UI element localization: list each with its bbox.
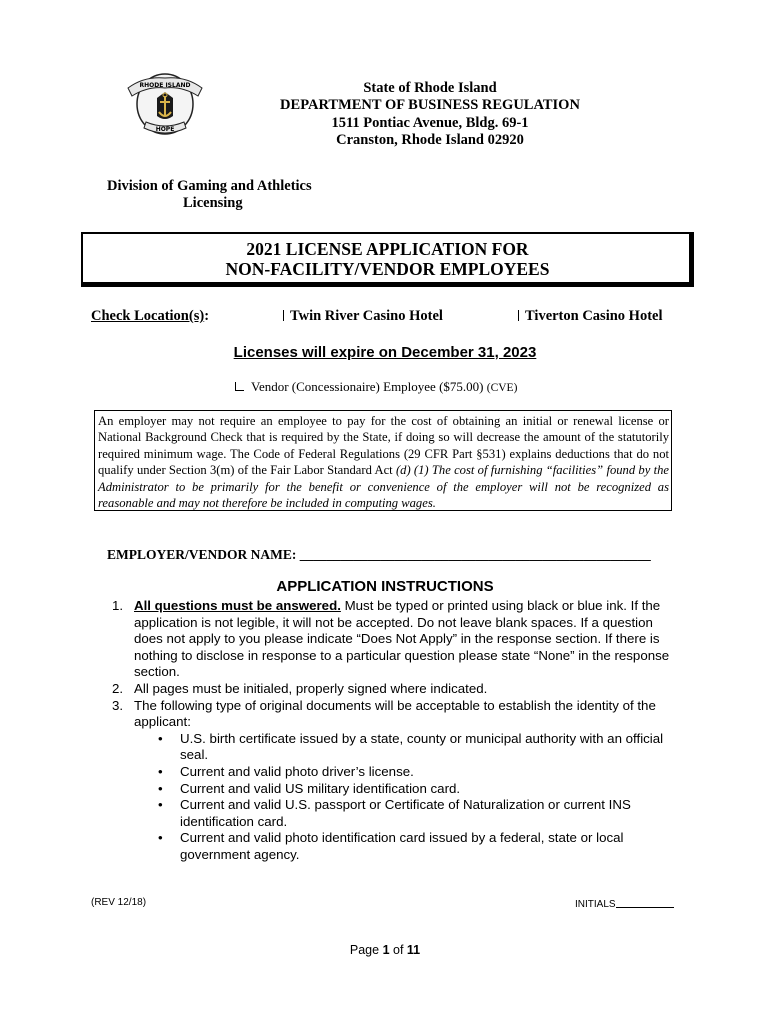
id-document-bullet: • Current and valid US military identification card. — [158, 780, 461, 796]
instruction-item: 3. The following type of original documents will be acceptable to establish the identity of the applicant: — [112, 697, 656, 730]
id-document-bullet: • Current and valid U.S. passport or Certificate of Naturalization or current INS identification card. — [158, 797, 631, 829]
header-department: DEPARTMENT OF BUSINESS REGULATION — [280, 97, 580, 113]
initials-label: INITIALS — [575, 899, 616, 910]
tiverton-label: Tiverton Casino Hotel — [525, 308, 663, 324]
bullet-icon: • — [158, 780, 163, 796]
employer-name-field[interactable] — [107, 547, 651, 563]
title-box — [81, 232, 694, 287]
twin-river-label: Twin River Casino Hotel — [290, 308, 443, 324]
notice-text: An employer may not require an employee to pay for the cost of obtaining an initial or renewal license or National Background Check that is required by the State, if doing so will decrease the amount of the statutorily required minimum wage. The Code of Federal Regulations (29 CFR Part §531) explains deductions that do not qualify under Section 3(m) of the Fair Labor Standard Act — [98, 414, 669, 478]
instruction-item: 1. All questions must be answered. Must be typed or printed using black or blue ink. If the application is not legible, it will not be accepted. Do not leave blank spaces. If a question does not apply to you please indicate “Does Not Apply” in the response section. If there is nothing to disclose in response to a particular question please state “None” in the response section. — [112, 598, 670, 680]
location-option-twin-river[interactable] — [283, 308, 443, 325]
employer-label: EMPLOYER/VENDOR NAME: — [107, 547, 300, 562]
wage-notice-box — [94, 410, 672, 511]
checkbox-tiverton[interactable] — [518, 310, 519, 321]
vendor-option[interactable] — [235, 379, 517, 395]
instruction-item: 2. All pages must be initialed, properly signed where indicated. — [112, 680, 488, 696]
initials-line[interactable] — [616, 897, 674, 908]
revision-label: (REV 12/18) — [91, 897, 147, 908]
header-state: State of Rhode Island — [363, 80, 497, 96]
instructions-title: APPLICATION INSTRUCTIONS — [276, 578, 494, 595]
expiry-notice: Licenses will expire on December 31, 2023 — [233, 344, 537, 361]
notice-italic-text: (d) (1) The cost of furnishing “facilities” found by the Administrator to be primarily for the benefit or convenience of the employer will not be recognized as reasonable and may not therefore be included in computing wages. — [98, 463, 669, 511]
checkbox-twin-river[interactable] — [283, 310, 284, 321]
employer-blank-line[interactable]: ____________________________________________________ — [299, 547, 651, 562]
id-document-bullet: • Current and valid photo driver’s license. — [158, 763, 414, 779]
id-document-bullet: • Current and valid photo identification card issued by a federal, state or local government agency. — [158, 830, 624, 862]
instructions-list — [108, 598, 683, 864]
seal-top-text: RHODE ISLAND — [139, 82, 191, 89]
seal-bottom-text: HOPE — [155, 126, 175, 133]
checkbox-vendor[interactable] — [235, 382, 244, 391]
vendor-label: Vendor (Concessionaire) Employee ($75.00) — [251, 379, 484, 394]
header-city: Cranston, Rhode Island 02920 — [336, 132, 524, 148]
division-line2: Licensing — [183, 195, 243, 211]
state-seal-logo — [124, 66, 206, 140]
bullet-icon: • — [158, 730, 163, 746]
check-locations-label: Check Location(s): — [91, 308, 210, 324]
page-number: Page 1 of 11 — [349, 943, 421, 957]
location-option-tiverton[interactable] — [518, 308, 662, 325]
title-line1: 2021 LICENSE APPLICATION FOR — [246, 239, 529, 259]
initials-field[interactable] — [575, 897, 674, 910]
division-line1: Division of Gaming and Athletics — [107, 178, 312, 194]
division-label — [107, 178, 312, 212]
bullet-icon: • — [158, 830, 163, 846]
header-address: 1511 Pontiac Avenue, Bldg. 69-1 — [331, 115, 529, 131]
bullet-icon: • — [158, 763, 163, 779]
bullet-icon: • — [158, 797, 163, 813]
vendor-code: (CVE) — [486, 382, 518, 394]
instruction-emphasis: All questions must be answered. — [134, 598, 341, 613]
title-line2: NON-FACILITY/VENDOR EMPLOYEES — [225, 259, 550, 279]
id-document-bullet: • U.S. birth certificate issued by a state, county or municipal authority with an official seal. — [158, 730, 664, 763]
